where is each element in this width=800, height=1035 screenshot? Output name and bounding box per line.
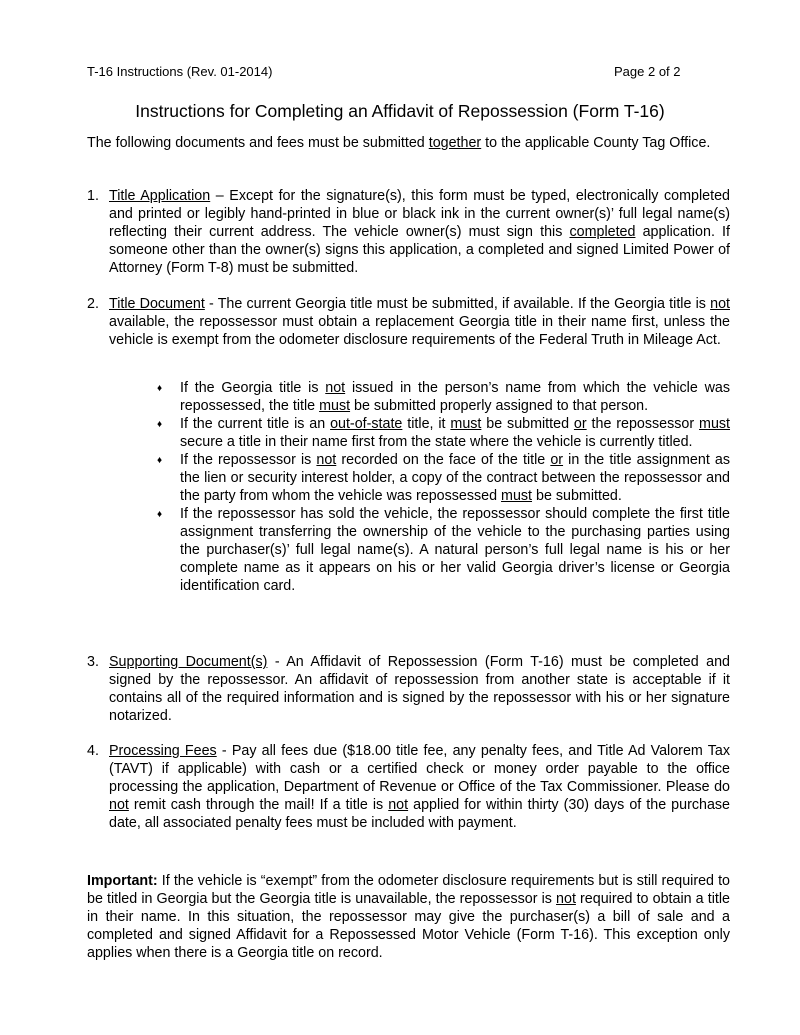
item-number: 1.: [87, 188, 99, 204]
page-number: Page 2 of 2: [614, 64, 681, 79]
list-item: ♦ If the Georgia title is not issued in the person’s name from which the vehicle was repossessed, the title must be submitted properly assigned to that person.: [157, 380, 731, 414]
diamond-bullet-icon: ♦: [157, 509, 163, 520]
item-label: Title Application: [109, 188, 211, 204]
instruction-item-title-document: 2. Title Document - The current Georgia title must be submitted, if available. If the Georgia title is not available, the repossessor must obtain a replacement Georgia title in their name first, unless the vehicle is exempt from the odometer disclosure requirements of the Federal Truth in Mileage Act.: [87, 296, 730, 348]
instruction-item-title-application: 1. Title Application – Except for the signature(s), this form must be typed, electronically completed and printed or legibly hand-printed in blue or black ink in the current owner(s)’ full legal name(s) reflecting their current address. The vehicle owner(s) must sign this completed application. If someone other than the owner(s) signs this application, a completed and signed Limited Power of Attorney (Form T-8) must be submitted.: [87, 188, 731, 276]
instruction-item-supporting-documents: 3. Supporting Document(s) - An Affidavit of Repossession (Form T-16) must be completed and signed by the repossessor. An affidavit of repossession from another state is acceptable if it contains all of the required information and is signed by the repossessor with his or her signature notarized.: [87, 654, 730, 724]
item-number: 2.: [87, 296, 99, 312]
intro-paragraph: The following documents and fees must be submitted together to the applicable County Tag Office.: [87, 135, 711, 151]
list-item: ♦ If the repossessor has sold the vehicle, the repossessor should complete the first title assignment transferring the ownership of the vehicle to the purchasing parties using the purchaser(s)’ full legal name(s). A natural person’s full legal name is his or her complete name as it appears on his or her valid Georgia driver’s license or Georgia identification card.: [157, 506, 730, 594]
item-number: 3.: [87, 654, 99, 670]
diamond-bullet-icon: ♦: [157, 383, 163, 394]
page-title: Instructions for Completing an Affidavit of Repossession (Form T-16): [135, 101, 665, 121]
item-label: Supporting Document(s): [109, 654, 268, 670]
important-label: Important:: [87, 873, 158, 889]
important-note: Important: If the vehicle is “exempt” from the odometer disclosure requirements but is still required to be titled in Georgia but the Georgia title is unavailable, the repossessor is not required to obtain a title in their name. In this situation, the repossessor may give the purchaser(s) a bill of sale and a completed and signed Affidavit for a Repossessed Motor Vehicle (Form T-16). This exception only applies when there is a Georgia title on record.: [87, 873, 730, 961]
diamond-bullet-icon: ♦: [157, 455, 163, 466]
form-revision-header: T-16 Instructions (Rev. 01-2014): [87, 64, 273, 79]
diamond-bullet-icon: ♦: [157, 419, 163, 430]
item-number: 4.: [87, 743, 99, 759]
item-label: Processing Fees: [109, 743, 217, 759]
list-item: ♦ If the repossessor is not recorded on the face of the title or in the title assignment as the lien or security interest holder, a copy of the contract between the repossessor and the party from whom the vehicle was repossessed must be submitted.: [157, 452, 730, 504]
instruction-item-processing-fees: 4. Processing Fees - Pay all fees due ($18.00 title fee, any penalty fees, and Title Ad Valorem Tax (TAVT) if applicable) with cash or a certified check or money order payable to the office processing the application, Department of Revenue or Office of the Tax Commissioner. Please do not remit cash through the mail! If a title is not applied for within thirty (30) days of the purchase date, all associated penalty fees must be included with payment.: [87, 743, 730, 831]
item-label: Title Document: [109, 296, 205, 312]
title-document-bullet-list: [157, 379, 730, 595]
list-item: ♦ If the current title is an out-of-state title, it must be submitted or the repossessor must secure a title in their name first from the state where the vehicle is currently titled.: [157, 416, 731, 450]
